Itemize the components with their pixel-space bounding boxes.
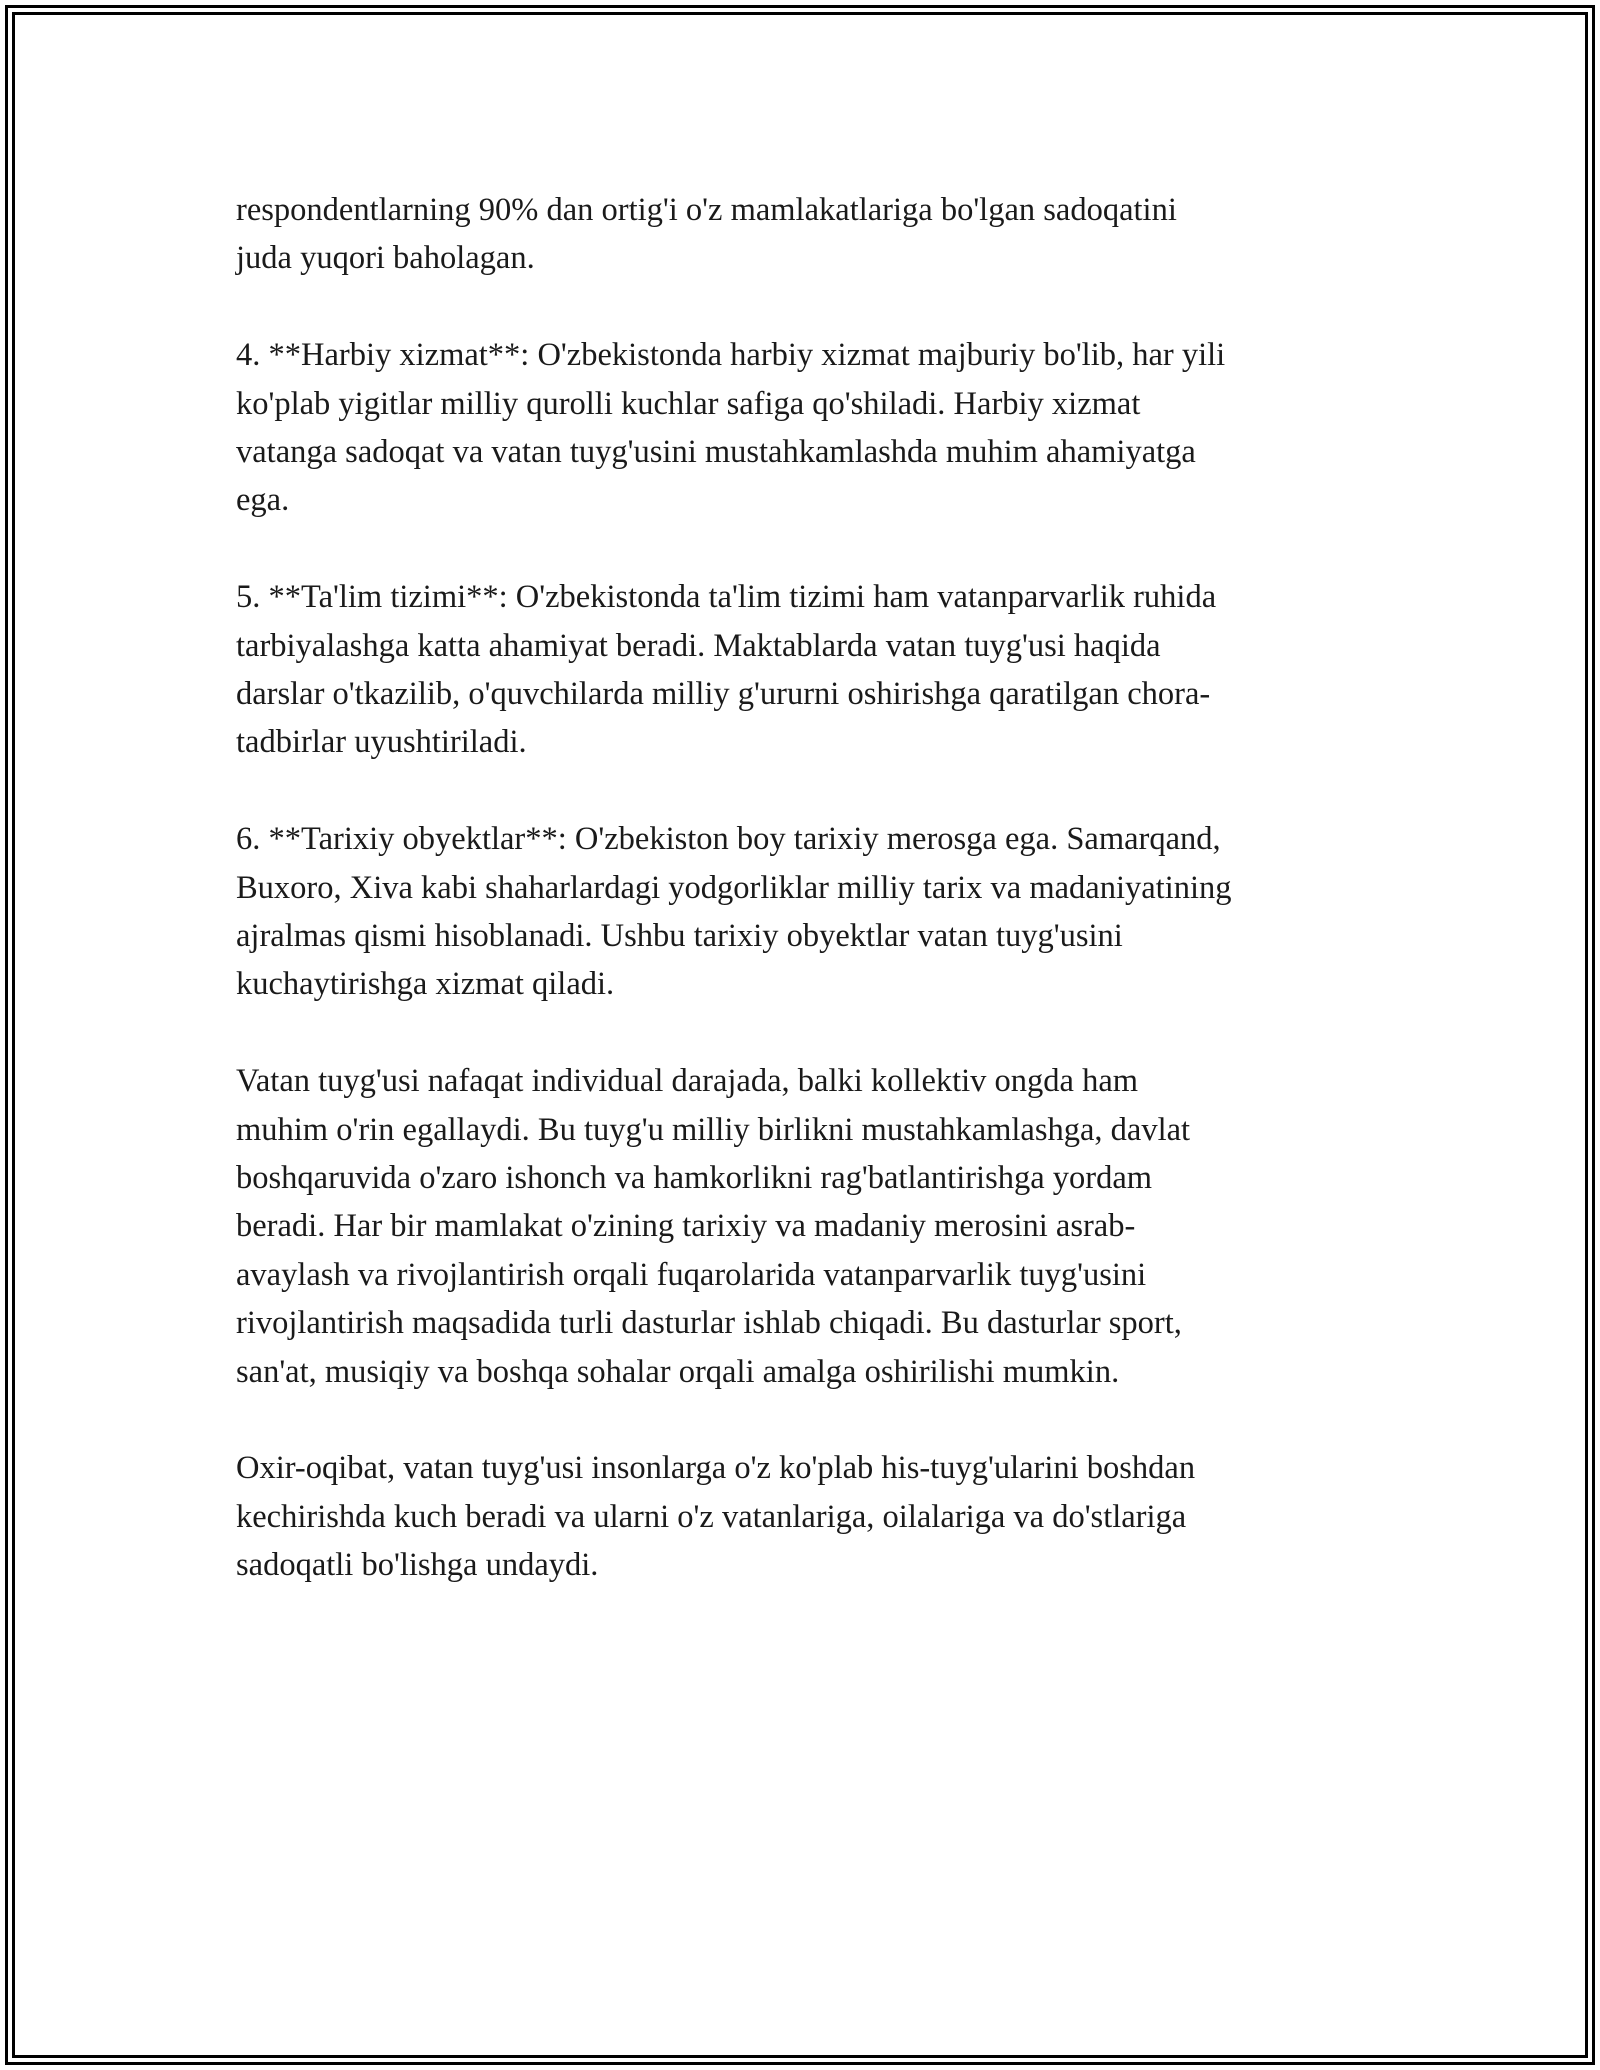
paragraph-collective-role (236, 1057, 1376, 1396)
text-line: ajralmas qismi hisoblanadi. Ushbu tarixiy obyektlar vatan tuyg'usini (236, 918, 1123, 955)
text-line: kuchaytirishga xizmat qiladi. (236, 966, 615, 1003)
text-line: kechirishda kuch beradi va ularni o'z vatanlariga, oilalariga va do'stlariga (236, 1498, 1187, 1535)
document-body (236, 186, 1376, 1638)
paragraph-military-service (236, 331, 1376, 525)
text-line: san'at, musiqiy va boshqa sohalar orqali amalga oshirilishi mumkin. (236, 1353, 1120, 1390)
text-line: Vatan tuyg'usi nafaqat individual darajada, balki kollektiv ongda ham (236, 1063, 1139, 1100)
text-line: vatanga sadoqat va vatan tuyg'usini mustahkamlashda muhim ahamiyatga (236, 434, 1196, 471)
text-line: 5. **Ta'lim tizimi**: O'zbekistonda ta'lim tizimi ham vatanparvarlik ruhida (236, 579, 1217, 616)
text-line: ega. (236, 482, 290, 519)
text-line: 4. **Harbiy xizmat**: O'zbekistonda harbiy xizmat majburiy bo'lib, har yili (236, 337, 1226, 374)
paragraph-education-system (236, 573, 1376, 767)
text-line: boshqaruvida o'zaro ishonch va hamkorlikni rag'batlantirishga yordam (236, 1160, 1153, 1197)
text-line: respondentlarning 90% dan ortig'i o'z mamlakatlariga bo'lgan sadoqatini (236, 192, 1177, 228)
paragraph-conclusion (236, 1444, 1376, 1589)
text-line: tadbirlar uyushtiriladi. (236, 724, 527, 761)
text-line: beradi. Har bir mamlakat o'zining tarixiy va madaniy merosini asrab- (236, 1208, 1136, 1245)
text-line: Oxir-oqibat, vatan tuyg'usi insonlarga o'z ko'plab his-tuyg'ularini boshdan (236, 1450, 1196, 1487)
paragraph-historical-sites (236, 815, 1376, 1009)
text-line: sadoqatli bo'lishga undaydi. (236, 1547, 599, 1584)
text-line: 6. **Tarixiy obyektlar**: O'zbekiston boy tarixiy merosga ega. Samarqand, (236, 821, 1221, 858)
text-line: Buxoro, Xiva kabi shaharlardagi yodgorliklar milliy tarix va madaniyatining (236, 869, 1232, 906)
text-line: muhim o'rin egallaydi. Bu tuyg'u milliy birlikni mustahkamlashga, davlat (236, 1111, 1191, 1148)
text-line: ko'plab yigitlar milliy qurolli kuchlar safiga qo'shiladi. Harbiy xizmat (236, 385, 1141, 422)
text-line: tarbiyalashga katta ahamiyat beradi. Maktablarda vatan tuyg'usi haqida (236, 627, 1161, 664)
text-line: juda yuqori baholagan. (236, 240, 535, 277)
paragraph-survey-result (236, 186, 1376, 283)
text-line: avaylash va rivojlantirish orqali fuqarolarida vatanparvarlik tuyg'usini (236, 1256, 1147, 1293)
text-line: darslar o'tkazilib, o'quvchilarda milliy g'ururni oshirishga qaratilgan chora- (236, 676, 1211, 713)
text-line: rivojlantirish maqsadida turli dasturlar ishlab chiqadi. Bu dasturlar sport, (236, 1305, 1182, 1342)
